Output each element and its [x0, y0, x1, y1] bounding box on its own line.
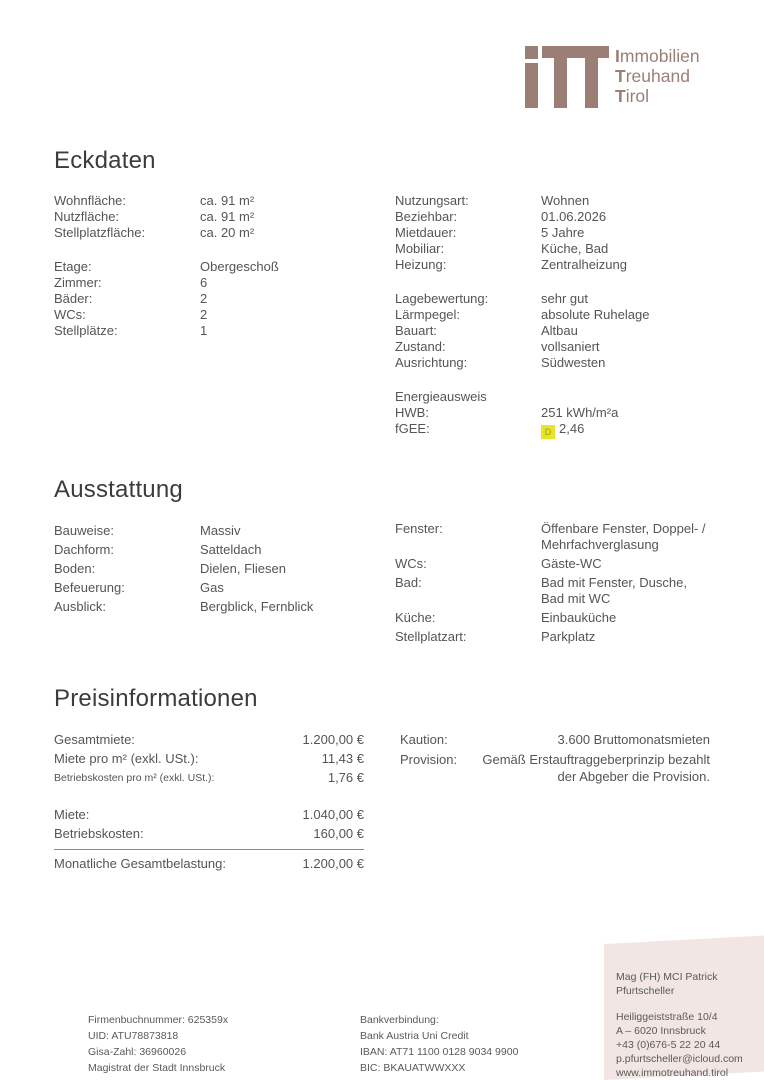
list-item: Bäder: 2 — [54, 291, 208, 306]
list-item: Stellplatzart: Parkplatz — [395, 629, 596, 644]
list-item: Boden: Dielen, Fliesen — [54, 561, 286, 576]
price-total-row: Monatliche Gesamtbelastung: 1.200,00 € — [54, 849, 364, 873]
list-item: Stellplatzfläche: ca. 20 m² — [54, 225, 255, 240]
list-item: Fenster: Öffenbare Fenster, Doppel- / Mehrfachverglasung — [395, 521, 706, 552]
list-item: Bauweise: Massiv — [54, 523, 241, 538]
ausstattung-right-list — [395, 521, 711, 645]
list-item: Dachform: Satteldach — [54, 542, 262, 557]
list-item: Zustand: vollsaniert — [395, 339, 600, 354]
contact-name: Mag (FH) MCI Patrick Pfurtscheller — [616, 971, 718, 997]
list-item: Lärmpegel: absolute Ruhelage — [395, 307, 650, 322]
price-row: Miete: 1.040,00 € — [54, 807, 364, 822]
section-title-ausstattung: Ausstattung — [54, 476, 183, 503]
price-row: Gesamtmiete: 1.200,00 € — [54, 732, 364, 747]
list-item: Beziehbar: 01.06.2026 — [395, 209, 607, 224]
ausstattung-left-list — [54, 521, 370, 616]
contact-email[interactable]: p.pfurtscheller@icloud.com — [616, 1053, 743, 1065]
energy-heading: Energieausweis — [395, 389, 487, 404]
contact-block — [616, 970, 764, 1080]
section-title-eckdaten: Eckdaten — [54, 147, 156, 174]
contact-website[interactable]: www.immotreuhand.tirol — [616, 1067, 729, 1079]
contact-city: A – 6020 Innsbruck — [616, 1025, 706, 1037]
list-item: Mietdauer: 5 Jahre — [395, 225, 585, 240]
list-item: Zimmer: 6 — [54, 275, 208, 290]
price-row: Miete pro m² (exkl. USt.): 11,43 € — [54, 751, 364, 766]
list-item: Bad: Bad mit Fenster, Dusche, Bad mit WC — [395, 575, 687, 606]
list-item: Nutzungsart: Wohnen — [395, 193, 590, 208]
price-table — [54, 730, 364, 873]
price-row: Kaution: 3.600 Bruttomonatsmieten — [400, 732, 710, 747]
itt-logo-mark — [525, 46, 609, 108]
price-row: Provision: Gemäß Erstauftraggeberprinzip bezahlt der Abgeber die Provision. — [400, 752, 710, 784]
list-item: Küche: Einbauküche — [395, 610, 617, 625]
company-logo — [525, 46, 715, 110]
list-item: Stellplätze: 1 — [54, 323, 208, 338]
list-item: Nutzfläche: ca. 91 m² — [54, 209, 255, 224]
list-item: WCs: Gäste-WC — [395, 556, 602, 571]
list-item: HWB: 251 kWh/m²a — [395, 405, 619, 420]
section-title-preisinformationen: Preisinformationen — [54, 685, 258, 712]
energy-class-badge: D — [541, 425, 555, 439]
list-item: Lagebewertung: sehr gut — [395, 291, 588, 306]
footer-bank-info: Bankverbindung: Bank Austria Uni Credit IBAN: AT71 1100 0128 9034 9900 BIC: BKAUATWWXXX — [360, 1014, 519, 1074]
contact-phone: +43 (0)676-5 22 20 44 — [616, 1039, 721, 1051]
price-row: Betriebskosten: 160,00 € — [54, 826, 364, 841]
eckdaten-right-list — [395, 193, 649, 437]
list-item: WCs: 2 — [54, 307, 208, 322]
list-item: Ausrichtung: Südwesten — [395, 355, 606, 370]
logo-wordmark: Immobilien Treuhand Tirol — [615, 46, 700, 106]
list-item: Heizung: Zentralheizung — [395, 257, 627, 272]
list-item: Befeuerung: Gas — [54, 580, 224, 595]
list-item: Ausblick: Bergblick, Fernblick — [54, 599, 314, 614]
price-row: Betriebskosten pro m² (exkl. USt.): 1,76 € — [54, 770, 364, 785]
eckdaten-left-list — [54, 193, 279, 339]
list-item: Wohnfläche: ca. 91 m² — [54, 193, 255, 208]
list-item: Etage: Obergeschoß — [54, 259, 279, 274]
deposit-commission — [400, 731, 710, 785]
footer-company-info: Firmenbuchnummer: 625359x UID: ATU78873818 Gisa-Zahl: 36960026 Magistrat der Stadt Innsbruck — [88, 1014, 229, 1074]
contact-address: Heiliggeiststraße 10/4 — [616, 1011, 718, 1023]
list-item: fGEE: D 2,46 — [395, 421, 585, 437]
list-item: Mobiliar: Küche, Bad — [395, 241, 609, 256]
list-item: Bauart: Altbau — [395, 323, 578, 338]
